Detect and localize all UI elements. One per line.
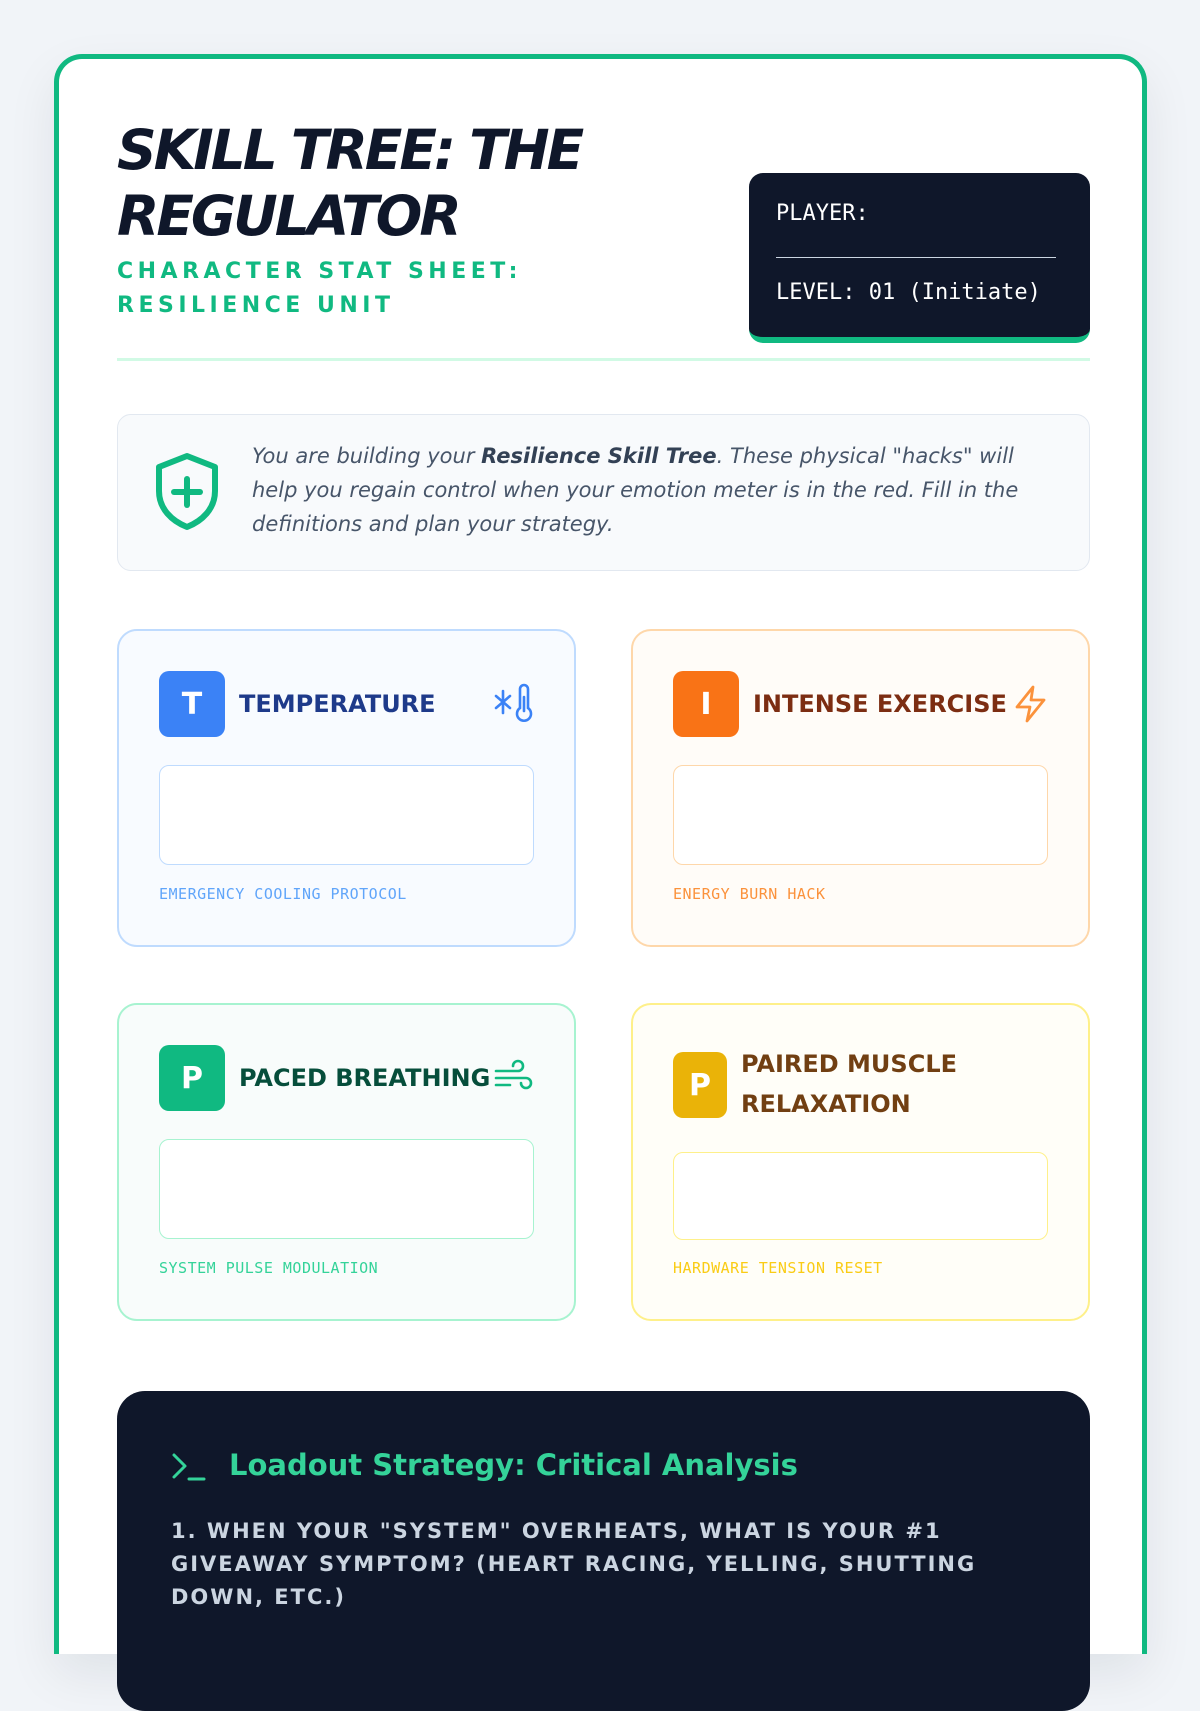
skill-card-temperature xyxy=(117,629,576,947)
loadout-strategy-panel xyxy=(117,1391,1090,1711)
skill-card-paired-muscle-relaxation xyxy=(631,1003,1090,1321)
skill-tag: SYSTEM PULSE MODULATION xyxy=(159,1259,379,1277)
player-label: PLAYER: xyxy=(776,201,869,226)
intro-emphasis: Resilience Skill Tree xyxy=(481,444,717,468)
skill-badge: P xyxy=(159,1045,225,1111)
skill-tag: HARDWARE TENSION RESET xyxy=(673,1259,883,1277)
shield-plus-icon xyxy=(152,451,222,531)
header xyxy=(117,117,1090,317)
stat-sheet xyxy=(54,54,1147,1654)
definition-field[interactable] xyxy=(159,765,534,865)
header-divider xyxy=(117,358,1090,361)
skill-tag: EMERGENCY COOLING PROTOCOL xyxy=(159,885,407,903)
intro-text xyxy=(252,439,1052,541)
player-name-line[interactable] xyxy=(776,257,1056,258)
question-1: 1. WHEN YOUR "SYSTEM" OVERHEATS, WHAT IS YOUR #1 GIVEAWAY SYMPTOM? (HEART RACING, YELLING, SHUTTING DOWN, ETC.) xyxy=(171,1519,977,1609)
definition-field[interactable] xyxy=(673,1152,1048,1240)
page-subtitle: CHARACTER STAT SHEET: RESILIENCE UNIT xyxy=(117,259,522,318)
skill-title: PAIRED MUSCLE RELAXATION xyxy=(741,1050,957,1118)
intro-panel xyxy=(117,414,1090,571)
skill-card-paced-breathing xyxy=(117,1003,576,1321)
skill-badge: P xyxy=(673,1052,727,1118)
player-card xyxy=(749,173,1090,343)
definition-field[interactable] xyxy=(159,1139,534,1239)
terminal-icon xyxy=(171,1449,207,1485)
wind-icon xyxy=(493,1057,535,1099)
page-title: SKILL TREE: THE REGULATOR xyxy=(117,118,582,248)
snow-thermometer-icon xyxy=(493,683,535,725)
intro-text-start: You are building your xyxy=(252,444,482,468)
intro-text-end: . These physical "hacks" will help you regain control when your emotion meter is in the red. Fill in the definitions and plan your strategy. xyxy=(252,444,1019,536)
skill-tag: ENERGY BURN HACK xyxy=(673,885,826,903)
skill-badge: I xyxy=(673,671,739,737)
definition-field[interactable] xyxy=(673,765,1048,865)
skill-title: INTENSE EXERCISE xyxy=(753,690,1007,718)
lightning-icon xyxy=(1010,683,1052,725)
strategy-title: Loadout Strategy: Critical Analysis xyxy=(229,1448,798,1482)
skill-badge: T xyxy=(159,671,225,737)
skill-title: PACED BREATHING xyxy=(239,1064,491,1092)
skill-title: TEMPERATURE xyxy=(239,690,436,718)
skill-card-intense-exercise xyxy=(631,629,1090,947)
level-label: LEVEL: 01 (Initiate) xyxy=(776,280,1041,305)
